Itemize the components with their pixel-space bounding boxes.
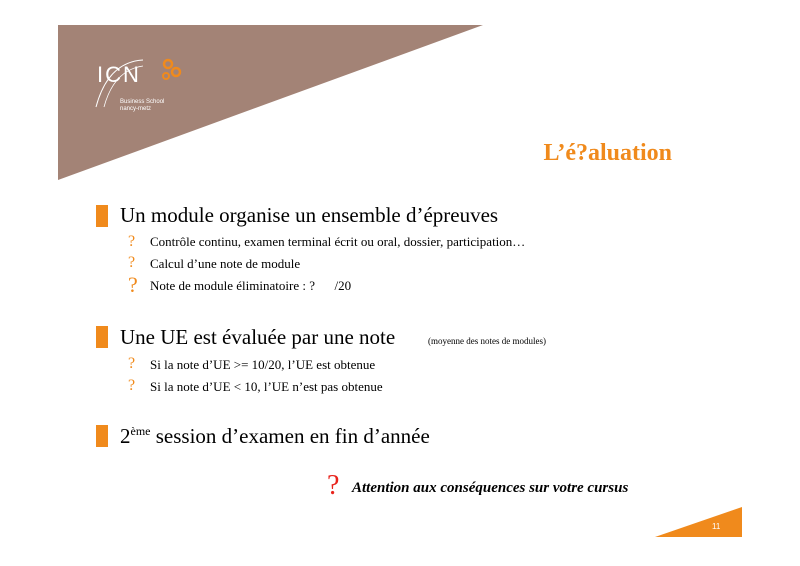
slide-title: L’é?aluation bbox=[543, 140, 672, 166]
section-note: (moyenne des notes de modules) bbox=[428, 336, 546, 346]
heading-rest: session d’examen en fin d’année bbox=[155, 424, 430, 448]
section-bullet bbox=[96, 205, 108, 227]
logo-subtitle bbox=[120, 99, 164, 113]
question-marker-icon: ? bbox=[128, 355, 136, 372]
section-heading bbox=[120, 424, 430, 449]
list-item: Si la note d’UE >= 10/20, l’UE est obtenue bbox=[150, 357, 376, 372]
question-marker-icon: ? bbox=[128, 254, 136, 271]
logo-wordmark: ICN bbox=[97, 62, 141, 87]
question-marker-icon: ? bbox=[128, 377, 136, 394]
alert-icon: ? bbox=[327, 470, 340, 501]
question-marker-icon: ? bbox=[128, 272, 138, 297]
list-item: Note de module éliminatoire : ? /20 bbox=[150, 278, 352, 293]
question-marker-icon: ? bbox=[128, 233, 136, 250]
list-item: Calcul d’une note de module bbox=[150, 256, 301, 271]
page-number: 11 bbox=[712, 522, 721, 531]
section-heading: Une UE est évaluée par une note bbox=[120, 325, 396, 349]
heading-superscript: ème bbox=[130, 424, 151, 438]
attention-text: Attention aux conséquences sur votre cursus bbox=[352, 480, 629, 496]
logo-subtitle-line2: nancy-metz bbox=[120, 106, 152, 112]
section-bullet bbox=[96, 326, 108, 348]
corner-triangle bbox=[655, 507, 742, 537]
list-item: Si la note d’UE < 10, l’UE n’est pas obtenue bbox=[150, 379, 383, 394]
section-bullet bbox=[96, 425, 108, 447]
section-heading: Un module organise un ensemble d’épreuves bbox=[120, 203, 499, 227]
heading-prefix: 2 bbox=[120, 424, 131, 448]
logo-subtitle-line1: Business School bbox=[120, 99, 165, 105]
list-item: Contrôle continu, examen terminal écrit ou oral, dossier, participation… bbox=[150, 234, 526, 249]
